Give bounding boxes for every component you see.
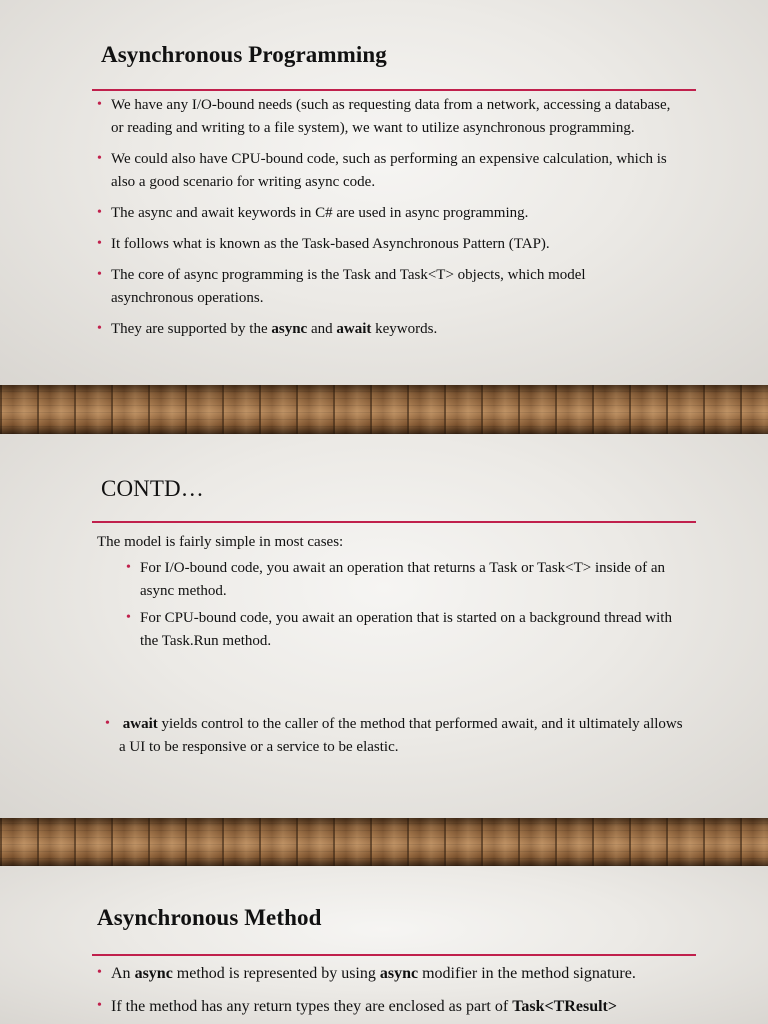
- intro-text: The model is fairly simple in most cases:: [97, 534, 344, 550]
- list-item: [111, 318, 671, 341]
- title-divider: [92, 954, 696, 956]
- bullet-list: [111, 94, 671, 341]
- text-segment: modifier in the method signature.: [418, 965, 636, 982]
- keyword-async: async: [134, 965, 173, 982]
- slide-asynchronous-method: [0, 866, 768, 1024]
- text-segment: yields control to the caller of the method that performed await, and it ultimately allows a UI to be responsive or a service to be elastic.: [119, 716, 683, 755]
- title-divider: [92, 89, 696, 91]
- keyword-await: await: [122, 716, 158, 732]
- keyword-task-tresult: Task<TResult>: [512, 998, 617, 1015]
- keyword-async: async: [379, 965, 419, 982]
- list-item: • We have any I/O-bound needs (such as requesting data from a network, accessing a database, or reading and writing to a file system), we want to utilize asynchronous programming.: [111, 94, 671, 140]
- list-item: [111, 962, 731, 986]
- text-segment: keywords.: [371, 321, 438, 337]
- slide-title: Asynchronous Programming: [101, 42, 387, 67]
- text-segment: If the method has any return types they are enclosed as part of: [111, 998, 513, 1015]
- list-item: • It follows what is known as the Task-based Asynchronous Pattern (TAP).: [111, 233, 671, 256]
- text-segment: method is represented by using: [172, 965, 380, 982]
- list-item: • The async and await keywords in C# are used in async programming.: [111, 202, 671, 225]
- slide-contd: [0, 434, 768, 818]
- wood-floor-divider: [0, 818, 768, 866]
- keyword-await: await: [336, 321, 372, 337]
- text-segment: An: [111, 965, 135, 982]
- list-item: • For CPU-bound code, you await an operation that is started on a background thread with the Task.Run method.: [140, 607, 685, 653]
- list-item: [119, 713, 689, 759]
- list-item: [111, 995, 731, 1019]
- text-segment: and: [307, 321, 337, 337]
- await-note-list: [119, 713, 689, 759]
- slide-asynchronous-programming: [0, 0, 768, 385]
- list-item: • We could also have CPU-bound code, such as performing an expensive calculation, which is also a good scenario for writing async code.: [111, 148, 671, 194]
- list-item: • The core of async programming is the Task and Task<T> objects, which model asynchronous operations.: [111, 264, 671, 310]
- bullet-list: [111, 962, 731, 1019]
- slide-title: CONTD…: [101, 476, 204, 501]
- text-segment: They are supported by the: [111, 321, 272, 337]
- wood-floor-divider: [0, 385, 768, 434]
- title-divider: [92, 521, 696, 523]
- slide-title: Asynchronous Method: [97, 905, 322, 930]
- keyword-async: async: [271, 321, 308, 337]
- list-item: • For I/O-bound code, you await an operation that returns a Task or Task<T> inside of an async method.: [140, 557, 685, 603]
- sub-bullet-list: [140, 557, 685, 653]
